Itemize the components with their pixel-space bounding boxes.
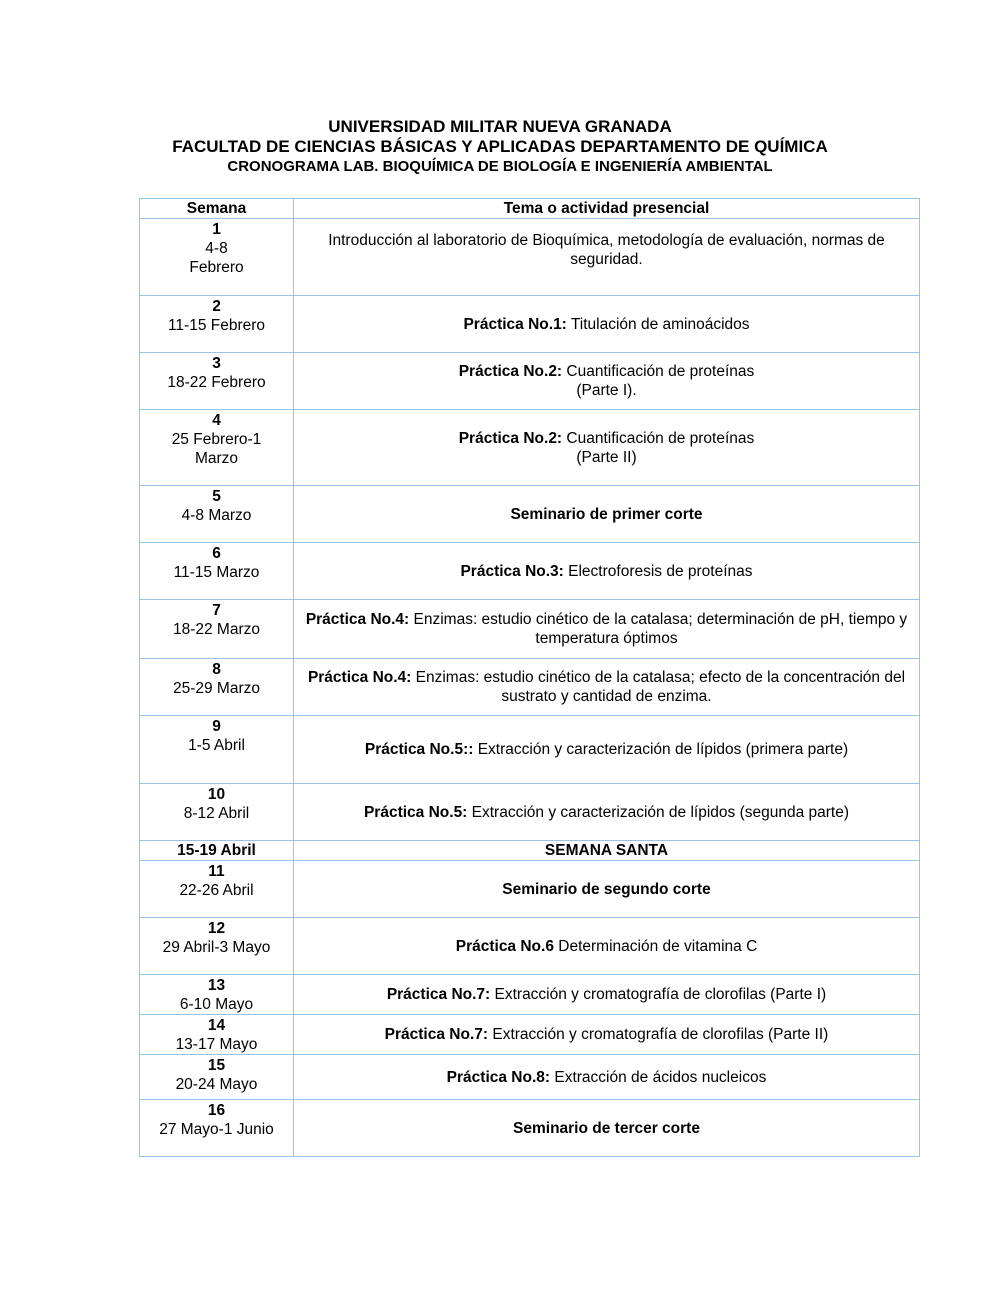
topic-label: Práctica No.4:	[307, 669, 412, 686]
week-cell	[140, 784, 294, 841]
table-row	[140, 410, 920, 486]
week-dates: 4-8	[205, 240, 228, 257]
university-title: UNIVERSIDAD MILITAR NUEVA GRANADA	[328, 117, 672, 136]
topic-label: Práctica No.3:	[460, 562, 564, 580]
week-cell	[140, 1100, 294, 1157]
topic-text: Electroforesis de proteínas	[563, 562, 753, 580]
topic-label: Práctica No.4:	[305, 611, 410, 628]
topic-label: SEMANA SANTA	[544, 842, 669, 859]
week-cell	[140, 918, 294, 975]
table-row	[140, 861, 920, 918]
week-dates: 13-17 Mayo	[175, 1036, 258, 1053]
week-cell	[140, 1015, 294, 1055]
topic-text: Extracción de ácidos nucleicos	[550, 1068, 767, 1086]
topic-cell	[294, 353, 920, 410]
topic-label: Seminario de primer corte	[510, 505, 703, 523]
topic-label: Práctica No.2:	[458, 429, 563, 447]
week-number: 1	[212, 221, 221, 238]
table-row	[140, 841, 920, 861]
week-cell	[140, 975, 294, 1015]
document-header	[0, 117, 1000, 176]
topic-text: Extracción y cromatografía de clorofilas (Parte II)	[488, 1026, 829, 1043]
topic-text: Extracción y cromatografía de clorofilas (Parte I)	[490, 986, 827, 1003]
week-number: 13	[207, 977, 226, 994]
week-dates-cont: Marzo	[194, 450, 239, 467]
week-dates: 1-5 Abril	[188, 737, 245, 754]
table-row	[140, 543, 920, 600]
week-cell	[140, 861, 294, 918]
table-row	[140, 784, 920, 841]
week-cell	[140, 841, 294, 861]
schedule-table	[139, 198, 920, 1157]
topic-cell	[294, 486, 920, 543]
topic-cell	[294, 1055, 920, 1100]
week-dates: 20-24 Mayo	[175, 1076, 258, 1093]
week-dates-cont: Febrero	[189, 259, 244, 276]
topic-text-cont: (Parte II)	[576, 448, 637, 466]
topic-text: Cuantificación de proteínas	[562, 363, 755, 380]
week-cell	[140, 296, 294, 353]
week-cell	[140, 486, 294, 543]
week-number: 5	[212, 488, 221, 505]
week-dates: 18-22 Febrero	[167, 374, 266, 391]
topic-text: Enzimas: estudio cinético de la catalasa; efecto de la concentración del sustrato y cantidad de enzima.	[411, 669, 906, 705]
topic-cell	[294, 1100, 920, 1157]
week-number: 12	[207, 920, 226, 937]
week-dates: 6-10 Mayo	[179, 996, 254, 1013]
topic-text: Extracción y caracterización de lípidos (primera parte)	[473, 741, 849, 758]
week-number: 14	[207, 1017, 226, 1034]
topic-cell	[294, 784, 920, 841]
week-cell	[140, 659, 294, 716]
week-dates: 11-15 Marzo	[173, 564, 260, 581]
week-cell	[140, 716, 294, 784]
table-row	[140, 659, 920, 716]
topic-label: Práctica No.8:	[446, 1068, 551, 1086]
table-row	[140, 1015, 920, 1055]
topic-cell	[294, 219, 920, 296]
topic-cell	[294, 918, 920, 975]
week-dates: 25 Febrero-1	[171, 431, 262, 448]
topic-text: Titulación de aminoácidos	[566, 315, 750, 333]
topic-label: Práctica No.6	[455, 937, 554, 955]
week-cell	[140, 1055, 294, 1100]
topic-cell	[294, 543, 920, 600]
topic-text: Determinación de vitamina C	[553, 937, 758, 955]
topic-cell	[294, 716, 920, 784]
faculty-title: FACULTAD DE CIENCIAS BÁSICAS Y APLICADAS DEPARTAMENTO DE QUÍMICA	[172, 137, 828, 156]
week-dates: 27 Mayo-1 Junio	[159, 1121, 274, 1138]
topic-cell	[294, 841, 920, 861]
week-number: 6	[212, 545, 221, 562]
week-cell	[140, 219, 294, 296]
topic-label: Práctica No.5:	[363, 803, 468, 821]
column-header-week: Semana	[140, 199, 294, 219]
week-dates: 29 Abril-3 Mayo	[162, 939, 271, 956]
table-row	[140, 353, 920, 410]
table-row	[140, 486, 920, 543]
week-dates: 22-26 Abril	[179, 882, 254, 899]
week-number: 2	[212, 298, 221, 315]
table-row	[140, 219, 920, 296]
table-row	[140, 918, 920, 975]
week-cell	[140, 410, 294, 486]
week-cell	[140, 543, 294, 600]
week-dates: 18-22 Marzo	[172, 621, 260, 638]
week-number: 16	[207, 1102, 226, 1119]
week-number: 15-19 Abril	[177, 842, 256, 859]
table-row	[140, 716, 920, 784]
topic-text: Enzimas: estudio cinético de la catalasa; determinación de pH, tiempo y temperatura óptimos	[409, 611, 908, 647]
topic-text: Cuantificación de proteínas	[562, 429, 755, 447]
week-dates: 25-29 Marzo	[172, 680, 260, 697]
topic-label: Práctica No.5::	[364, 741, 474, 758]
topic-cell	[294, 296, 920, 353]
topic-cell	[294, 600, 920, 659]
week-dates: 11-15 Febrero	[167, 317, 266, 334]
week-cell	[140, 353, 294, 410]
week-number: 10	[207, 786, 226, 803]
topic-label: Práctica No.1:	[463, 315, 567, 333]
topic-label: Práctica No.7:	[386, 986, 491, 1003]
week-dates: 8-12 Abril	[183, 805, 250, 822]
topic-text-cont: (Parte I).	[576, 382, 637, 399]
table-row	[140, 600, 920, 659]
week-dates: 4-8 Marzo	[181, 507, 252, 524]
table-row	[140, 1100, 920, 1157]
topic-label: Práctica No.7:	[384, 1026, 489, 1043]
week-cell	[140, 600, 294, 659]
schedule-title: CRONOGRAMA LAB. BIOQUÍMICA DE BIOLOGÍA E INGENIERÍA AMBIENTAL	[227, 158, 773, 175]
topic-cell	[294, 659, 920, 716]
topic-cell	[294, 410, 920, 486]
topic-cell	[294, 1015, 920, 1055]
topic-cell	[294, 861, 920, 918]
table-row	[140, 975, 920, 1015]
topic-label: Seminario de segundo corte	[502, 880, 711, 898]
topic-text: Extracción y caracterización de lípidos (segunda parte)	[467, 803, 850, 821]
column-header-topic: Tema o actividad presencial	[294, 199, 920, 219]
week-number: 11	[208, 863, 225, 880]
week-number: 8	[212, 661, 221, 678]
week-number: 3	[212, 355, 221, 372]
table-row	[140, 1055, 920, 1100]
topic-text: Introducción al laboratorio de Bioquímica, metodología de evaluación, normas de seguridad.	[328, 232, 885, 268]
topic-label: Seminario de tercer corte	[513, 1119, 700, 1137]
topic-cell	[294, 975, 920, 1015]
week-number: 7	[212, 602, 221, 619]
table-header-row	[140, 199, 920, 219]
week-number: 4	[212, 412, 221, 429]
table-row	[140, 296, 920, 353]
week-number: 15	[207, 1057, 226, 1074]
week-number: 9	[212, 718, 221, 735]
topic-label: Práctica No.2:	[458, 363, 563, 380]
